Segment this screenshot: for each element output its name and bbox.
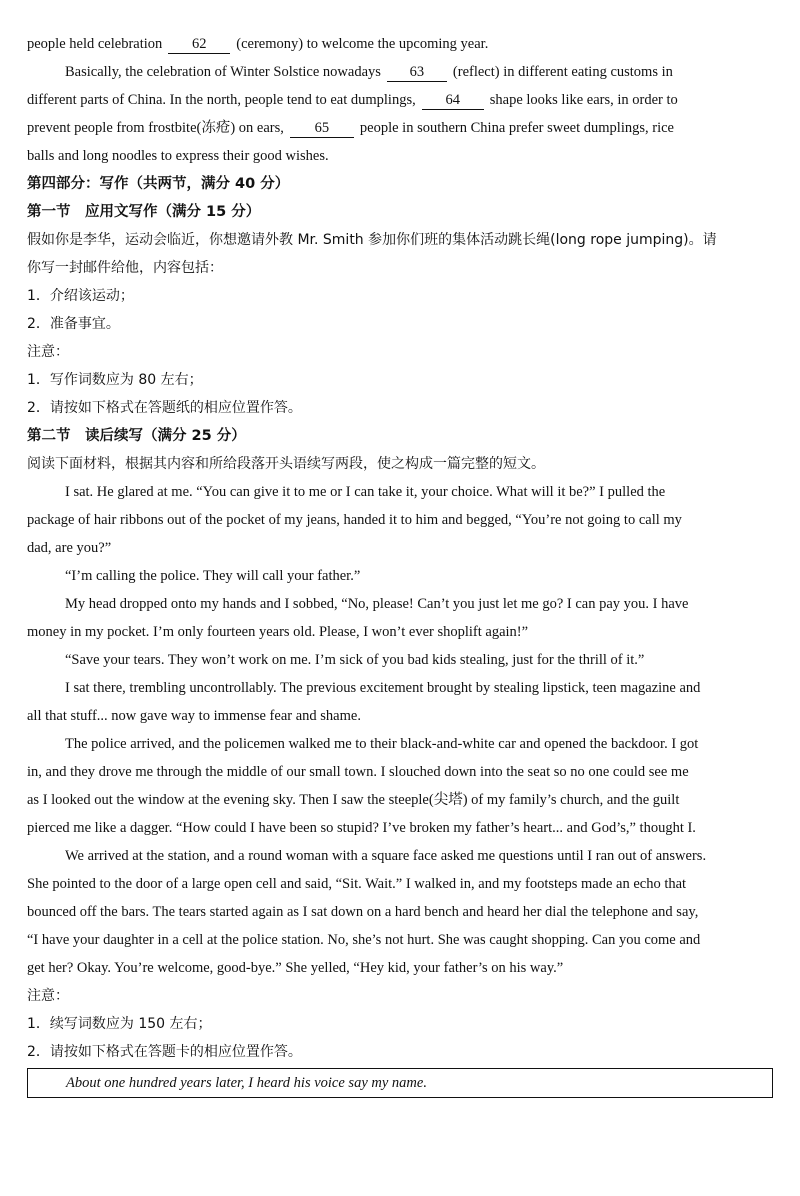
note-item: 1．续写词数应为 150 左右； [27,1016,212,1032]
instruction-line: 假如你是李华，运动会临近，你想邀请外教 Mr. Smith 参加你们班的集体活动跳长绳(long rope jumping)。请 [27,232,717,248]
blank-62: 62 [168,35,230,54]
continuation-prompt-box: About one hundred years later, I heard his voice say my name. [27,1068,773,1098]
story-line: “I have your daughter in a cell at the police station. No, she’s not hurt. She was caught shopping. Can you come and [27,932,701,948]
blank-64: 64 [422,91,484,110]
story-line: The police arrived, and the policemen walked me to their black-and-white car and opened the backdoor. I got [65,736,699,752]
note-item: 2．请按如下格式在答题卡的相应位置作答。 [27,1044,302,1060]
story-line: I sat there, trembling uncontrollably. The previous excitement brought by stealing lipstick, teen magazine and [65,680,701,696]
exam-page [27,30,773,1098]
paragraph-line: prevent people from frostbite(冻疮) on ears, 65 people in southern China prefer sweet dumplings, rice [27,120,674,136]
story-line: all that stuff... now gave way to immense fear and shame. [27,708,361,724]
instruction-line: 你写一封邮件给他，内容包括： [27,260,223,276]
note-item: 1．写作词数应为 80 左右； [27,372,203,388]
story-line: package of hair ribbons out of the pocket of my jeans, handed it to him and begged, “You’re not going to call my [27,512,682,528]
note-label: 注意： [27,344,69,360]
blank-65: 65 [290,119,354,138]
story-line: in, and they drove me through the middle of our small town. I slouched down into the seat so no one could see me [27,764,689,780]
section-title: 第一节 应用文写作（满分 15 分） [27,204,261,220]
story-line: pierced me like a dagger. “How could I have been so stupid? I’ve broken my father’s heart... and God’s,” thought I. [27,820,696,836]
story-line: I sat. He glared at me. “You can give it to me or I can take it, your choice. What will it be?” I pulled the [65,484,666,500]
blank-63: 63 [387,63,447,82]
story-line: as I looked out the window at the evening sky. Then I saw the steeple(尖塔) of my family’s church, and the guilt [27,792,680,808]
story-line: She pointed to the door of a large open cell and said, “Sit. Wait.” I walked in, and my footsteps made an echo that [27,876,687,892]
story-line: We arrived at the station, and a round woman with a square face asked me questions until I ran out of answers. [65,848,707,864]
part-title: 第四部分：写作（共两节，满分 40 分） [27,176,290,192]
paragraph-line: Basically, the celebration of Winter Solstice nowadays 63 (reflect) in different eating customs in [65,64,673,80]
paragraph-line: balls and long noodles to express their good wishes. [27,148,329,164]
list-item: 2．准备事宜。 [27,316,120,332]
instruction-line: 阅读下面材料，根据其内容和所给段落开头语续写两段，使之构成一篇完整的短文。 [27,456,545,472]
paragraph-line: people held celebration 62 (ceremony) to welcome the upcoming year. [27,36,489,52]
story-line: “I’m calling the police. They will call your father.” [65,568,361,584]
story-line: get her? Okay. You’re welcome, good-bye.” She yelled, “Hey kid, your father’s on his way.” [27,960,564,976]
list-item: 1．介绍该运动； [27,288,134,304]
story-line: dad, are you?” [27,540,112,556]
story-text [27,478,773,982]
note-label: 注意： [27,988,69,1004]
section-title: 第二节 读后续写（满分 25 分） [27,428,246,444]
note-item: 2．请按如下格式在答题纸的相应位置作答。 [27,400,302,416]
story-line: money in my pocket. I’m only fourteen years old. Please, I won’t ever shoplift again!” [27,624,529,640]
story-line: bounced off the bars. The tears started again as I sat down on a hard bench and heard her dial the telephone and say, [27,904,699,920]
paragraph-line: different parts of China. In the north, people tend to eat dumplings, 64 shape looks like ears, in order to [27,92,678,108]
story-line: “Save your tears. They won’t work on me. I’m sick of you bad kids stealing, just for the thrill of it.” [65,652,645,668]
story-line: My head dropped onto my hands and I sobbed, “No, please! Can’t you just let me go? I can pay you. I have [65,596,689,612]
